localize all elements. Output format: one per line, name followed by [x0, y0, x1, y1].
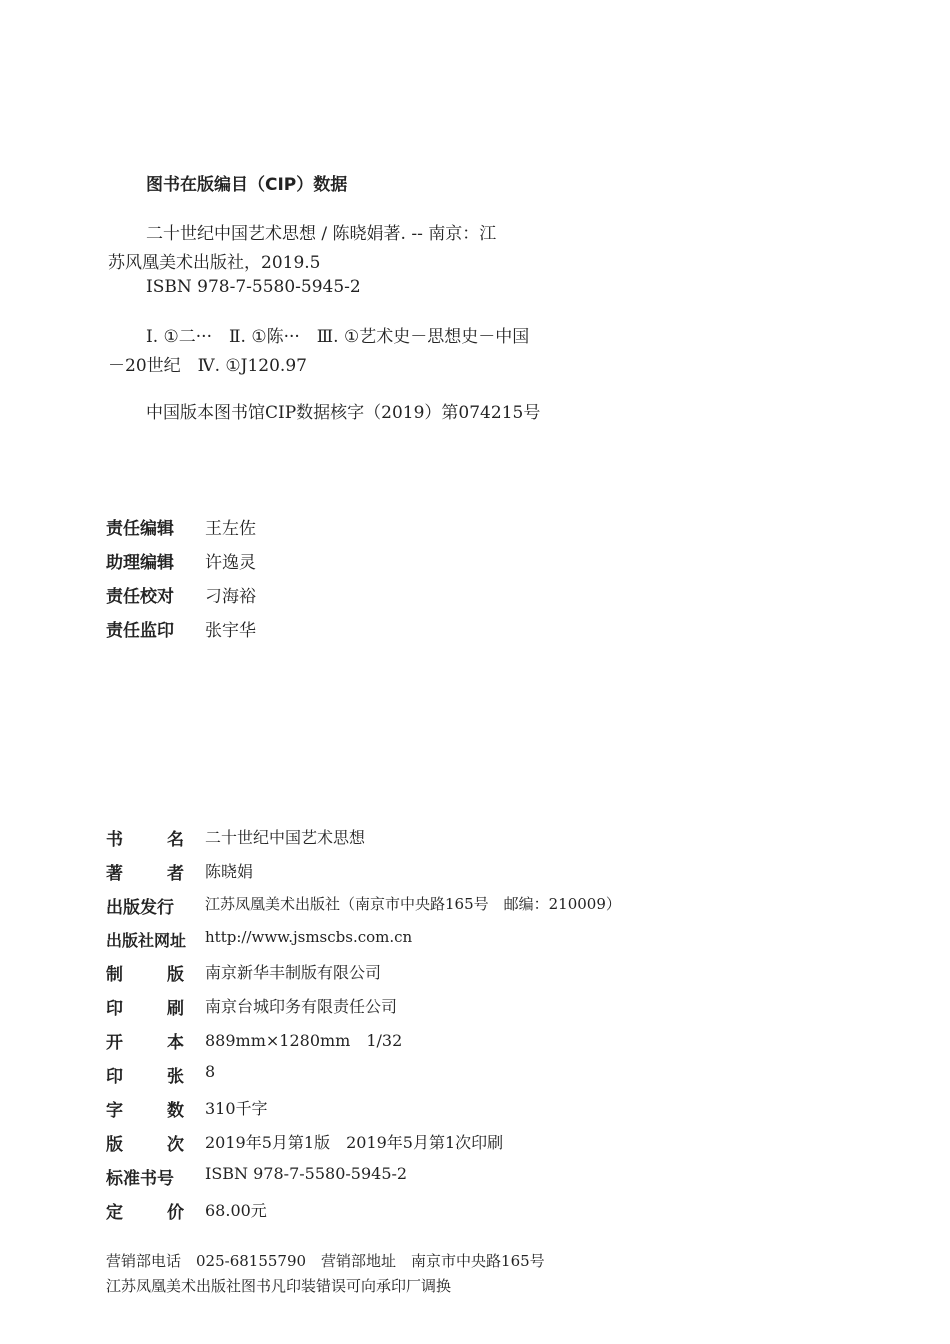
detail-value: 二十世纪中国艺术思想	[205, 828, 366, 847]
detail-value: ISBN 978-7-5580-5945-2	[205, 1164, 408, 1183]
detail-label: 标准书号	[106, 1169, 174, 1189]
detail-value: 南京台城印务有限责任公司	[205, 997, 398, 1016]
staff-value: 王左佐	[205, 519, 256, 539]
staff-value: 张宇华	[205, 621, 256, 641]
detail-label: 开 本	[106, 1033, 184, 1053]
detail-value: 陈晓娟	[205, 862, 254, 881]
detail-value: 8	[205, 1062, 216, 1081]
detail-label: 字 数	[106, 1101, 184, 1121]
detail-label: 印 刷	[106, 999, 184, 1019]
cip-line: －20世纪 Ⅳ. ①J120.97	[108, 356, 307, 376]
cip-number-line: 中国版本图书馆CIP数据核字（2019）第074215号	[146, 403, 541, 423]
cip-line: Ⅰ. ①二··· Ⅱ. ①陈··· Ⅲ. ①艺术史－思想史－中国	[146, 327, 530, 347]
detail-value: 2019年5月第1版 2019年5月第1次印刷	[205, 1133, 504, 1152]
detail-label: 书 名	[106, 830, 184, 850]
website-url: http://www.jsmscbs.com.cn	[205, 928, 413, 946]
detail-label: 制 版	[106, 965, 184, 985]
cip-heading: 图书在版编目（CIP）数据	[146, 175, 348, 195]
detail-label: 出版发行	[106, 898, 174, 918]
staff-label: 责任监印	[106, 621, 174, 641]
cip-line: 二十世纪中国艺术思想 / 陈晓娟著. -- 南京：江	[146, 224, 497, 244]
detail-label: 印 张	[106, 1067, 184, 1087]
detail-label: 版 次	[106, 1135, 184, 1155]
detail-value: 310千字	[205, 1099, 268, 1118]
detail-label: 定 价	[106, 1203, 184, 1223]
detail-value: 南京新华丰制版有限公司	[205, 963, 382, 982]
detail-value: 889mm×1280mm 1/32	[205, 1031, 403, 1050]
staff-label: 责任校对	[106, 587, 174, 607]
staff-label: 责任编辑	[106, 519, 174, 539]
detail-label: 出版社网址	[106, 931, 187, 950]
staff-value: 刁海裕	[205, 587, 256, 607]
detail-label: 著 者	[106, 864, 184, 884]
detail-value: 江苏凤凰美术出版社（南京市中央路165号 邮编：210009）	[205, 895, 621, 913]
footer-line: 江苏凤凰美术出版社图书凡印装错误可向承印厂调换	[106, 1277, 452, 1295]
cip-line: 苏风凰美术出版社，2019.5	[108, 253, 321, 273]
staff-label: 助理编辑	[106, 553, 174, 573]
price-value: 68.00元	[205, 1201, 267, 1220]
staff-value: 许逸灵	[205, 553, 256, 573]
cip-line: ISBN 978-7-5580-5945-2	[146, 277, 361, 297]
footer-line: 营销部电话 025-68155790 营销部地址 南京市中央路165号	[106, 1252, 545, 1270]
